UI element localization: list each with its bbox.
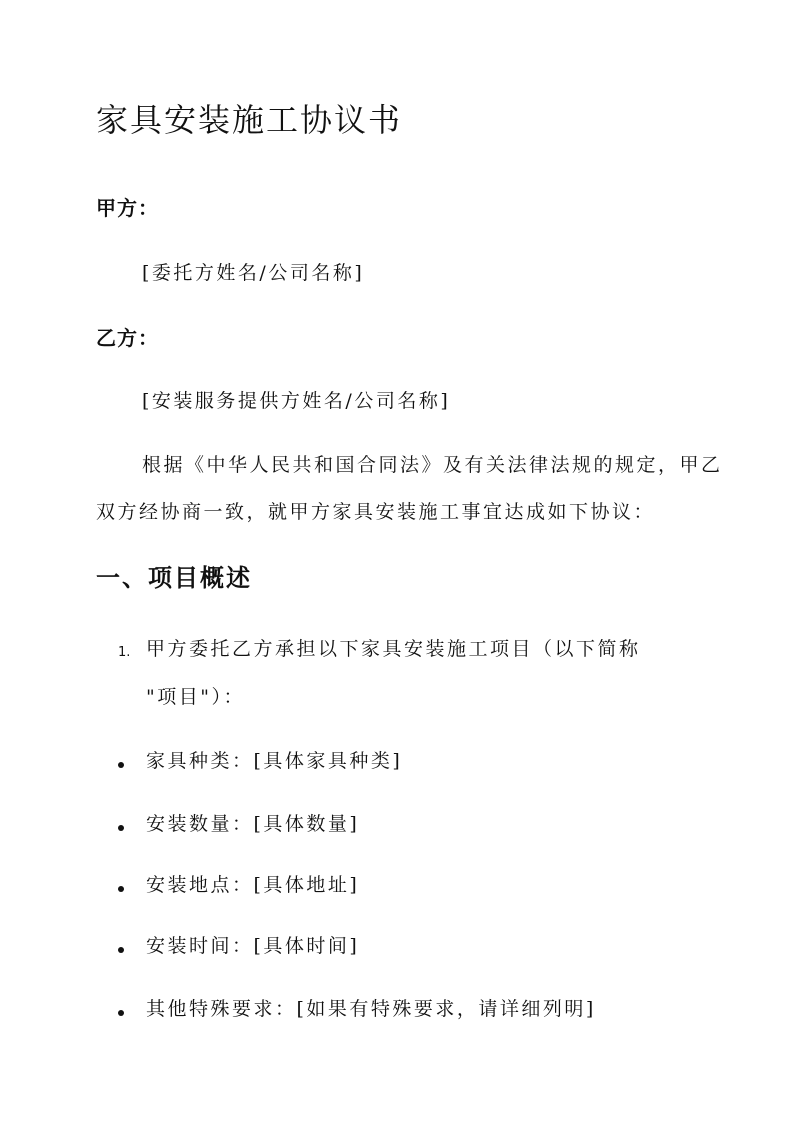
intro-line-2: 双方经协商一致，就甲方家具安装施工事宜达成如下协议： [96,501,656,523]
bullet-item-special-requirements: 其他特殊要求：[如果有特殊要求，请详细列明] [146,998,596,1020]
intro-line-1: 根据《中华人民共和国合同法》及有关法律法规的规定，甲乙 [142,454,723,476]
bullet-item-time: 安装时间：[具体时间] [146,935,360,957]
item1-line-2: "项目"）： [146,686,245,708]
bullet-item-furniture-type: 家具种类：[具体家具种类] [146,750,403,772]
bullet-dot [118,1010,124,1016]
bullet-dot [118,947,124,953]
item1-line-1: 甲方委托乙方承担以下家具安装施工项目（以下简称 [146,638,641,660]
bullet-item-quantity: 安装数量：[具体数量] [146,813,360,835]
party-a-label: 甲方： [96,196,159,220]
party-b-label: 乙方： [96,326,159,350]
bullet-dot [118,762,124,768]
section-heading: 一、项目概述 [96,563,252,592]
bullet-dot [118,825,124,831]
list-number: 1. [118,645,131,660]
bullet-item-location: 安装地点：[具体地址] [146,874,360,896]
bullet-dot [118,886,124,892]
party-a-value: [委托方姓名/公司名称] [142,262,365,284]
document-title: 家具安装施工协议书 [96,101,403,139]
party-b-value: [安装服务提供方姓名/公司名称] [142,390,451,412]
